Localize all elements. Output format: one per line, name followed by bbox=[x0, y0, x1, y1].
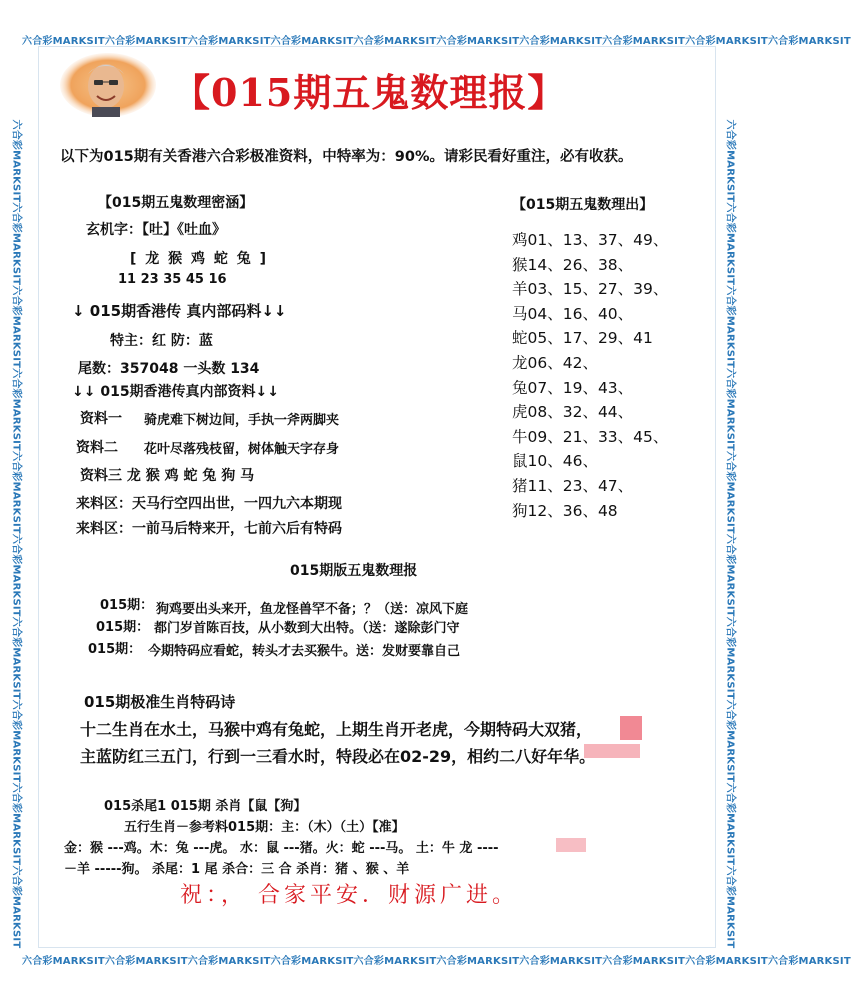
list-item: 羊03、15、27、39、 bbox=[512, 280, 669, 299]
list-item: 猪11、23、47、 bbox=[512, 476, 634, 495]
red-stain bbox=[584, 744, 640, 758]
intro-text: 以下为015期有关香港六合彩极准资料，中特率为：90%。请彩民看好重注，必有收获。 bbox=[60, 149, 633, 165]
kill-line-4: －羊 -----狗。 杀尾：1 尾 杀合：三 合 杀肖：猪 、猴 、羊 bbox=[64, 862, 410, 877]
kill-line-3: 金：猴 ---鸡。木：兔 ---虎。 水：鼠 ---猪。火：蛇 ---马。 土：牛 龙 ---- bbox=[64, 841, 499, 856]
kill-line-2: 五行生肖－参考料015期：主：（木）（土）【准】 bbox=[124, 820, 405, 835]
zodiac-heading: 【015期五鬼数理出】 bbox=[512, 197, 654, 213]
list-item: 兔07、19、43、 bbox=[512, 378, 634, 397]
watermark-right: 六合彩MARKSIT六合彩MARKSIT六合彩MARKSIT六合彩MARKSIT六合彩MARKSIT六合彩MARKSIT六合彩MARKSIT六合彩MARKSIT六合彩MARKSIT六合彩MARKSIT bbox=[724, 119, 736, 949]
list-item: 虎08、32、44、 bbox=[512, 403, 634, 422]
watermark-bottom: 六合彩MARKSIT六合彩MARKSIT六合彩MARKSIT六合彩MARKSIT六合彩MARKSIT六合彩MARKSIT六合彩MARKSIT六合彩MARKSIT六合彩MARKSIT六合彩MARKSIT bbox=[22, 956, 851, 967]
red-stain bbox=[556, 838, 586, 852]
watermark-top: 六合彩MARKSIT六合彩MARKSIT六合彩MARKSIT六合彩MARKSIT六合彩MARKSIT六合彩MARKSIT六合彩MARKSIT六合彩MARKSIT六合彩MARKSIT六合彩MARKSIT bbox=[22, 36, 851, 47]
poem-body bbox=[80, 716, 595, 770]
avatar bbox=[58, 52, 158, 118]
weishu-line: 尾数：357048 一头数 134 bbox=[78, 361, 260, 377]
xuanji-line: 玄机字：【吐】《吐血》 bbox=[86, 222, 226, 238]
secret-heading: 【015期五鬼数理密涵】 bbox=[98, 195, 254, 211]
red-stain bbox=[620, 716, 642, 740]
list-item: 蛇05、17、29、41 bbox=[512, 329, 653, 348]
page-title: 【015期五鬼数理报】 bbox=[172, 70, 567, 115]
hk-code-heading: ↓ 015期香港传 真内部码料↓↓ bbox=[72, 302, 287, 320]
poem-line: 十二生肖在水土，马猴中鸡有兔蛇，上期生肖开老虎，今期特码大双猪， bbox=[80, 720, 593, 739]
list-item: 鸡01、13、37、49、 bbox=[512, 231, 669, 249]
hk-data-heading: ↓↓ 015期香港传真内部资料↓↓ bbox=[72, 384, 280, 400]
edition-l1-label: 015期： bbox=[100, 598, 154, 613]
edition-l3-text: 今期特码应看蛇，转头才去买猴牛。送：发财要靠自己 bbox=[148, 644, 461, 659]
ziliao1-text: 骑虎难下树边间，手执一斧两脚夹 bbox=[144, 413, 340, 428]
edition-l2-label: 015期： bbox=[96, 620, 150, 635]
edition-l1-text: 狗鸡要出头来开，鱼龙怪兽罕不备；？（送：凉风下庭 bbox=[156, 602, 469, 617]
list-item: 牛09、21、33、45、 bbox=[512, 427, 669, 446]
ziliao2-text: 花叶尽落残枝留，树体触天字存身 bbox=[144, 442, 340, 457]
ziliao3-line: 资料三 龙 猴 鸡 蛇 兔 狗 马 bbox=[80, 468, 255, 484]
tezhu-line: 特主：红 防：蓝 bbox=[110, 333, 213, 349]
secret-animals: [ 龙 猴 鸡 蛇 兔 ] bbox=[130, 251, 269, 267]
poem-heading: 015期极准生肖特码诗 bbox=[84, 693, 236, 711]
watermark-left: 六合彩MARKSIT六合彩MARKSIT六合彩MARKSIT六合彩MARKSIT六合彩MARKSIT六合彩MARKSIT六合彩MARKSIT六合彩MARKSIT六合彩MARKSIT六合彩MARKSIT bbox=[10, 119, 22, 949]
edition-heading: 015期版五鬼数理报 bbox=[290, 563, 418, 579]
ziliao1-label: 资料一 bbox=[80, 411, 122, 427]
poem-line: 主蓝防红三五门，行到一三看水时，特段必在02-29，相约二八好年华。 bbox=[80, 747, 596, 766]
edition-l2-text: 都门岁首陈百技，从小数到大出特。（送：遂除彭门守 bbox=[154, 621, 460, 636]
list-item: 猴14、26、38、 bbox=[512, 255, 634, 274]
list-item: 鼠10、46、 bbox=[512, 452, 598, 471]
laiyuan2-line: 来料区：一前马后特来开，七前六后有特码 bbox=[76, 521, 342, 537]
list-item: 马04、16、40、 bbox=[512, 304, 634, 323]
list-item: 龙06、42、 bbox=[512, 353, 598, 372]
kill-line-1: 015杀尾1 015期 杀肖【鼠【狗】 bbox=[104, 799, 307, 814]
laiyuan1-line: 来料区：天马行空四出世，一四九六本期现 bbox=[76, 496, 342, 512]
ziliao2-label: 资料二 bbox=[76, 440, 118, 456]
list-item: 狗12、36、48 bbox=[512, 501, 618, 520]
zodiac-list bbox=[512, 228, 668, 523]
edition-l3-label: 015期： bbox=[88, 642, 142, 657]
secret-numbers: 11 23 35 45 16 bbox=[118, 272, 227, 287]
wish-text: 祝：， 合家平安．财源广进。 bbox=[180, 883, 518, 908]
